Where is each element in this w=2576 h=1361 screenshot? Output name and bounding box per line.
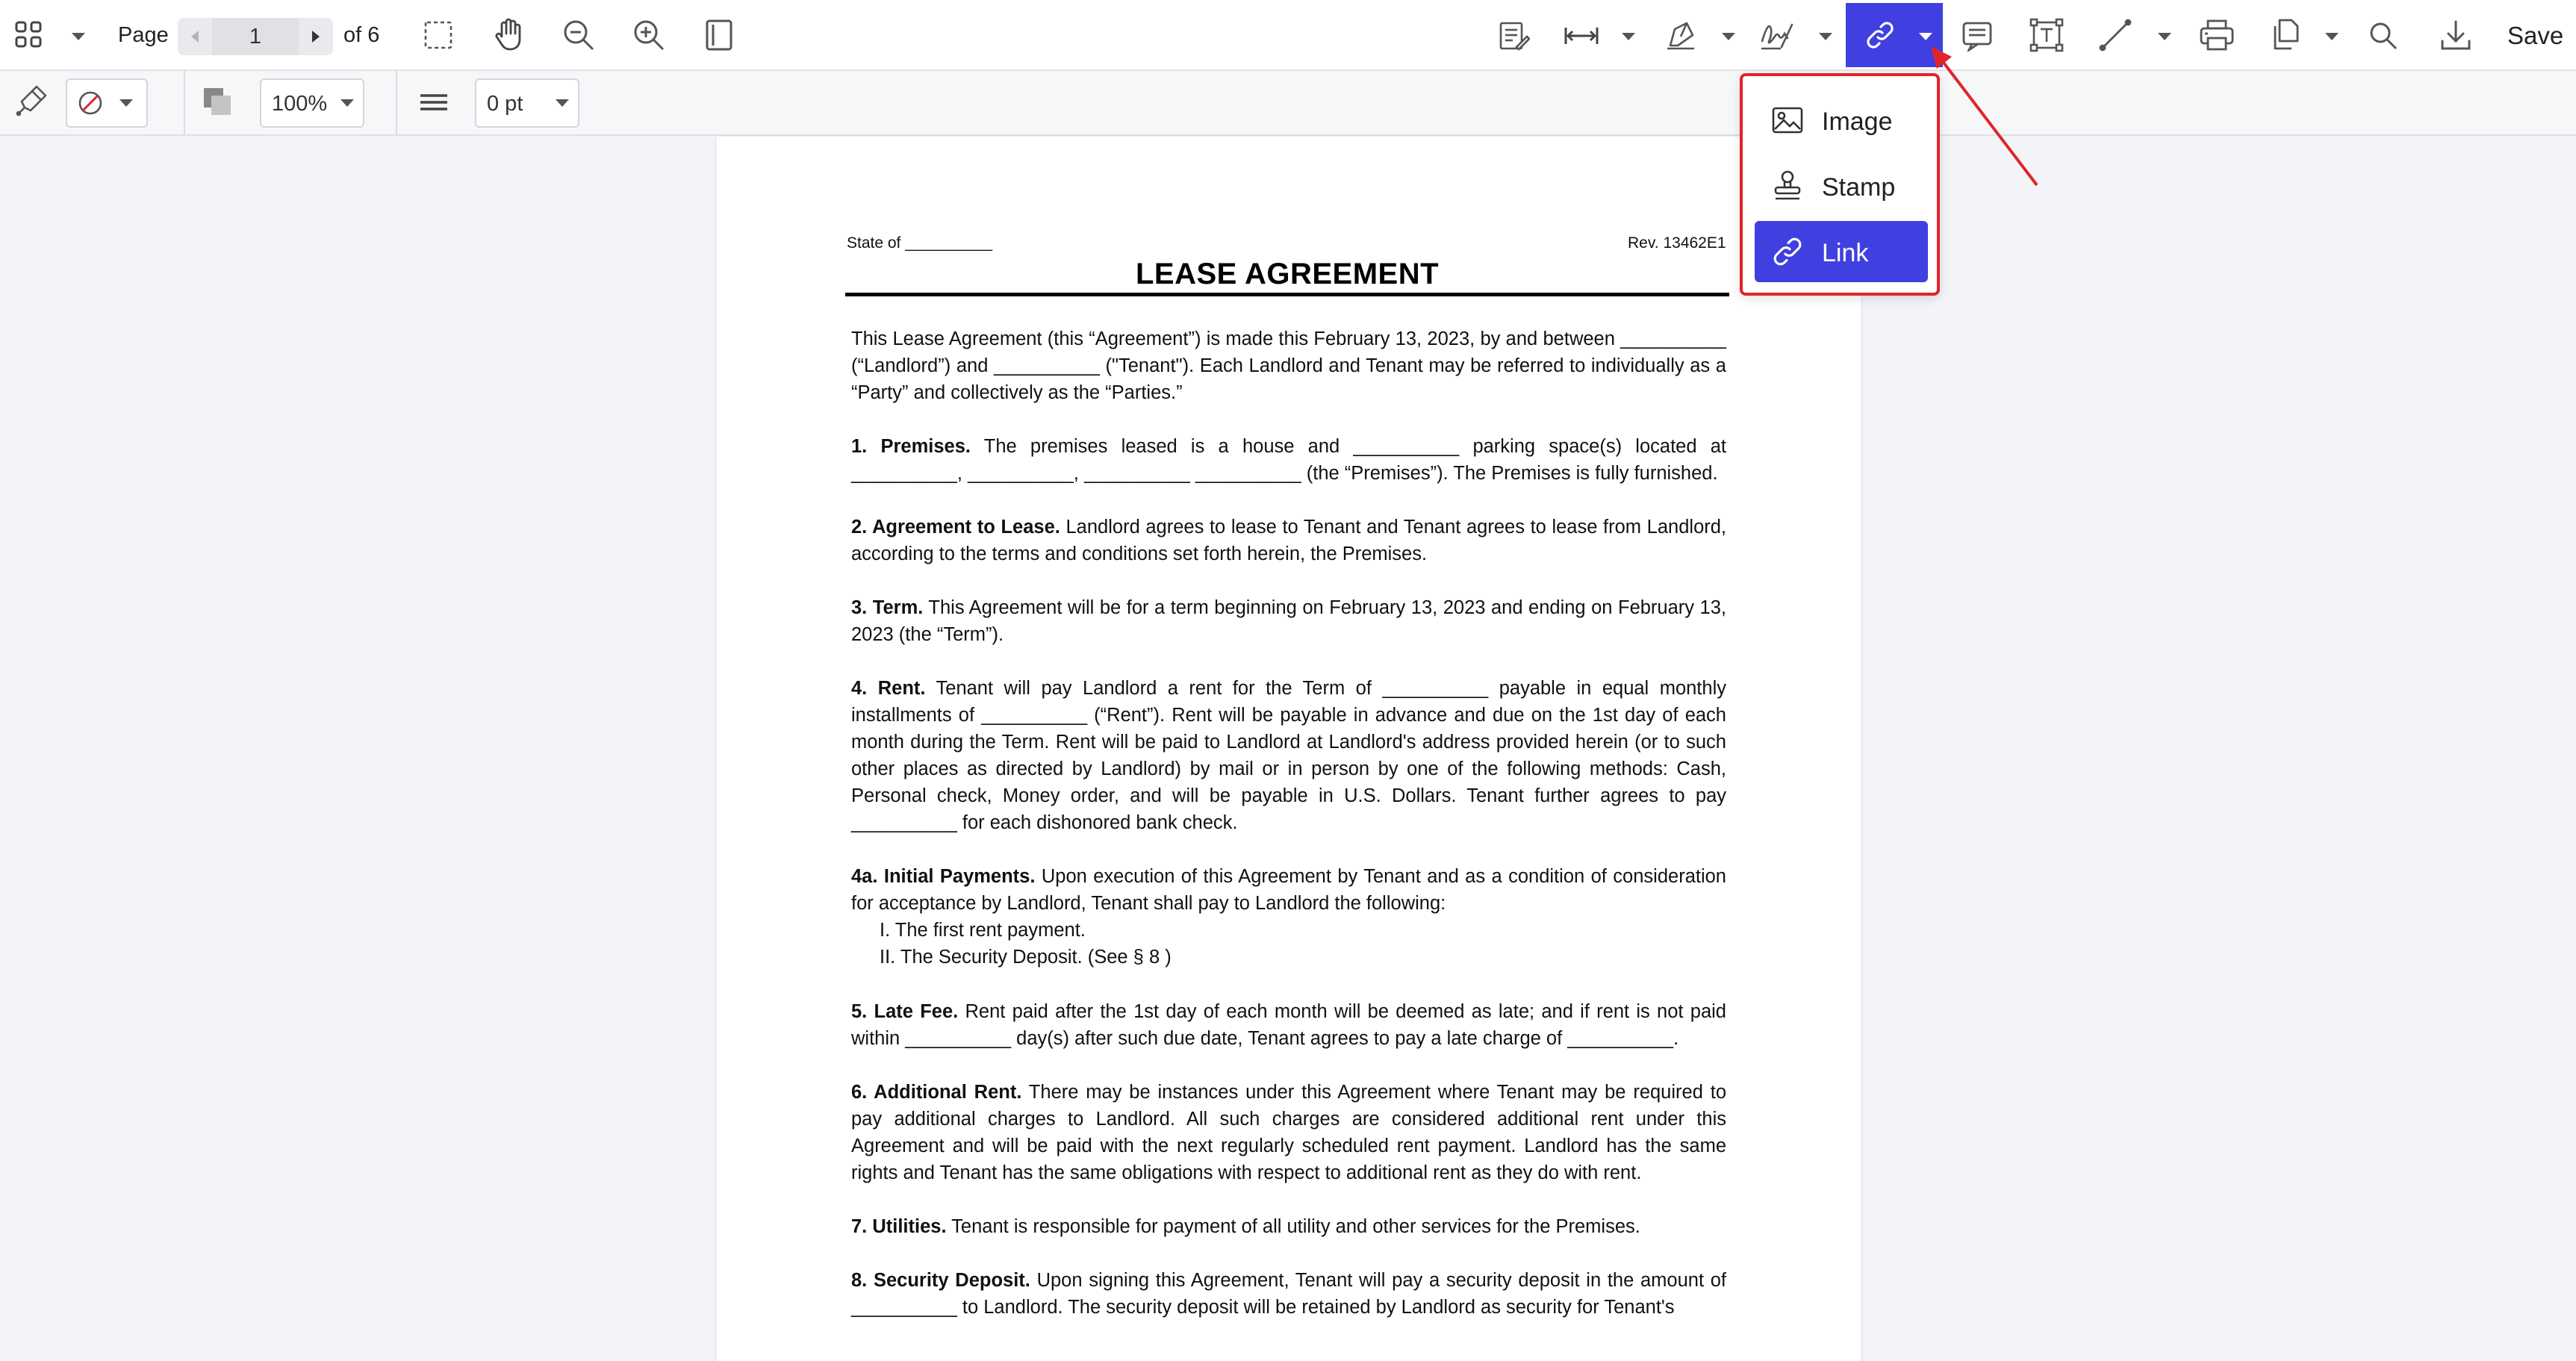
page-navigator xyxy=(178,18,333,55)
draw-pen-icon[interactable] xyxy=(1664,18,1698,52)
page-view-icon[interactable] xyxy=(702,18,736,52)
stamp-icon xyxy=(1771,169,1804,202)
stroke-width-dropdown[interactable] xyxy=(475,78,579,128)
section-rent: 4. Rent. Tenant will pay Landlord a rent for the Term of __________ payable in equal monthly installments of __________ (“Rent”). Rent will be payable in advance and due on the 1st day of each month during the Term. Rent will be paid to Landlord at Landlord's address provided herein (or to such other places as directed by Landlord) by mail or in person by one of the following methods: Cash, Personal check, Money order, and will be payable in U.S. Dollars. Tenant further agrees to pay __________ for each dishonored bank check. xyxy=(851,678,1726,833)
previous-page-button[interactable] xyxy=(178,18,212,55)
section-additional-rent: 6. Additional Rent. There may be instances under this Agreement where Tenant may be required to pay additional charges to Landlord. All such charges are considered additional rent under this Agreement and will be paid with the next regularly scheduled rent payment. Landlord has the same rights and Tenant has the same obligations with respect to additional rent as they do with rent. xyxy=(851,1082,1726,1183)
thumbnails-icon[interactable] xyxy=(13,19,43,49)
opacity-value: 100% xyxy=(272,92,328,116)
revision-label: Rev. 13462E1 xyxy=(1628,234,1726,252)
chevron-down-icon[interactable] xyxy=(1819,33,1832,40)
page-label: Page xyxy=(118,23,169,47)
signature-icon[interactable] xyxy=(1759,18,1795,52)
next-page-button[interactable] xyxy=(299,18,333,55)
opacity-icon xyxy=(200,84,234,119)
section-utilities: 7. Utilities. Tenant is responsible for payment of all utility and other services for the Premises. xyxy=(851,1216,1640,1237)
insert-dropdown-menu xyxy=(1740,73,1940,296)
link-icon xyxy=(1862,17,1898,53)
chevron-down-icon[interactable] xyxy=(72,33,85,40)
stroke-width-value: 0 pt xyxy=(487,92,523,116)
chevron-down-icon[interactable] xyxy=(2325,33,2339,40)
section-security-deposit: 8. Security Deposit. Upon signing this Agreement, Tenant will pay a security deposit in the amount of __________ to Landlord. The security deposit will be retained by Landlord as security for Tenant's xyxy=(851,1270,1726,1318)
document-copy-icon[interactable] xyxy=(2268,16,2304,52)
menu-item-link[interactable] xyxy=(1755,221,1928,282)
chevron-down-icon[interactable] xyxy=(1919,33,1932,40)
zoom-in-icon[interactable] xyxy=(632,18,666,52)
opacity-dropdown[interactable] xyxy=(260,78,364,128)
search-icon[interactable] xyxy=(2367,19,2400,52)
stroke-width-icon xyxy=(417,89,451,116)
line-tool-icon[interactable] xyxy=(2098,18,2132,52)
chevron-down-icon xyxy=(119,99,133,107)
chevron-down-icon xyxy=(340,99,354,107)
link-icon xyxy=(1771,235,1804,268)
menu-item-label: Image xyxy=(1822,108,1893,136)
document-title: LEASE AGREEMENT xyxy=(1135,258,1440,290)
section-premises: 1. Premises. The premises leased is a house and __________ parking space(s) located at __________, __________, __________ __________ (the “Premises”). The Premises is fully furnished. xyxy=(851,436,1727,484)
pan-hand-icon[interactable] xyxy=(491,16,527,52)
toolbar-divider xyxy=(396,71,397,134)
download-icon[interactable] xyxy=(2439,18,2473,52)
annotation-arrow xyxy=(1926,45,2046,194)
image-icon xyxy=(1771,104,1804,137)
zoom-out-icon[interactable] xyxy=(561,18,596,52)
color-picker-dropdown[interactable] xyxy=(66,78,148,128)
menu-item-label: Link xyxy=(1822,239,1869,267)
chevron-left-icon xyxy=(190,29,200,44)
no-color-icon xyxy=(78,90,103,116)
edit-text-icon[interactable] xyxy=(1498,19,1531,52)
section-term: 3. Term. This Agreement will be for a term beginning on February 13, 2023 and ending on February 13, 2023 (the “Term”). xyxy=(851,597,1726,645)
menu-item-image[interactable] xyxy=(1755,90,1928,151)
marquee-select-icon[interactable] xyxy=(423,19,454,51)
chevron-right-icon xyxy=(311,29,321,44)
page-number-input[interactable]: 1 xyxy=(212,18,299,55)
toolbar-divider xyxy=(184,71,185,134)
properties-toolbar xyxy=(0,71,2576,136)
chevron-down-icon[interactable] xyxy=(2158,33,2171,40)
document-page xyxy=(717,137,1861,1361)
state-of-field: State of __________ xyxy=(847,234,993,252)
save-button[interactable]: Save xyxy=(2507,22,2564,49)
chevron-down-icon[interactable] xyxy=(1622,33,1635,40)
intro-paragraph: This Lease Agreement (this “Agreement”) is made this February 13, 2023, by and between __________ (“Landlord”) and __________ ("Tenant"). Each Landlord and Tenant may be referred to individually as a “Party” and collectively as the “Parties.” xyxy=(851,328,1726,403)
chevron-down-icon[interactable] xyxy=(1722,33,1735,40)
menu-item-label: Stamp xyxy=(1822,173,1896,202)
list-item: II. The Security Deposit. (See § 8 ) xyxy=(880,947,1172,968)
title-rule xyxy=(845,293,1729,296)
main-toolbar xyxy=(0,0,2576,71)
measure-icon[interactable] xyxy=(1564,21,1599,51)
style-brush-icon[interactable] xyxy=(13,84,48,119)
chevron-down-icon xyxy=(556,99,569,107)
menu-item-stamp[interactable] xyxy=(1755,155,1928,217)
section-initial-payments: 4a. Initial Payments. Upon execution of this Agreement by Tenant and as a condition of consideration for acceptance by Landlord, Tenant shall pay to Landlord the following: xyxy=(851,866,1726,914)
section-agreement-to-lease: 2. Agreement to Lease. Landlord agrees to lease to Tenant and Tenant agrees to lease from Landlord, according to the terms and conditions set forth herein, the Premises. xyxy=(851,517,1727,564)
section-late-fee: 5. Late Fee. Rent paid after the 1st day of each month will be deemed as late; and if rent is not paid within __________ day(s) after such due date, Tenant agrees to pay a late charge of __________. xyxy=(851,1001,1726,1049)
print-icon[interactable] xyxy=(2198,18,2236,52)
page-total: of 6 xyxy=(343,23,380,47)
list-item: I. The first rent payment. xyxy=(880,920,1086,941)
